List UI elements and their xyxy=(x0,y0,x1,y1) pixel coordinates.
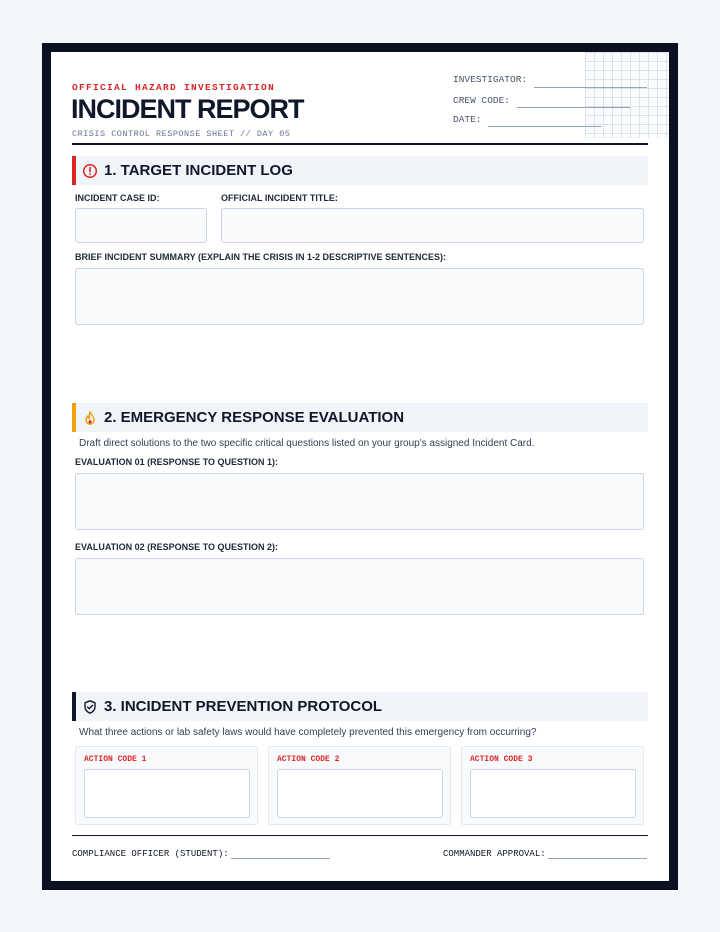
action-code-card xyxy=(75,746,258,825)
summary-input[interactable] xyxy=(75,268,644,325)
alert-circle-icon xyxy=(82,163,98,179)
summary-label: BRIEF INCIDENT SUMMARY (EXPLAIN THE CRISIS IN 1-2 DESCRIPTIVE SENTENCES): xyxy=(75,252,447,262)
compliance-officer-label: COMPLIANCE OFFICER (STUDENT): xyxy=(72,849,229,859)
report-subtitle: CRISIS CONTROL RESPONSE SHEET // DAY 05 xyxy=(72,129,291,139)
shield-check-icon xyxy=(82,699,98,715)
section-2-accent-bar xyxy=(72,403,76,432)
action-code-input[interactable] xyxy=(277,769,443,818)
commander-approval-label: COMMANDER APPROVAL: xyxy=(443,849,546,859)
date-field[interactable] xyxy=(488,126,601,127)
investigator-label: INVESTIGATOR: xyxy=(453,74,528,85)
case-id-label: INCIDENT CASE ID: xyxy=(75,193,160,203)
action-code-label: ACTION CODE 2 xyxy=(277,755,340,764)
incident-title-input[interactable] xyxy=(221,208,644,243)
section-2-title: 2. EMERGENCY RESPONSE EVALUATION xyxy=(104,409,405,426)
action-code-card xyxy=(268,746,451,825)
section-3-title: 3. INCIDENT PREVENTION PROTOCOL xyxy=(104,698,383,715)
crew-code-field[interactable] xyxy=(517,107,630,108)
case-id-input[interactable] xyxy=(75,208,207,243)
section-3-instructions: What three actions or lab safety laws would have completely prevented this emergency from occurring? xyxy=(79,727,537,738)
section-2-instructions: Draft direct solutions to the two specific critical questions listed on your group's assigned Incident Card. xyxy=(79,438,535,449)
section-1-header xyxy=(72,156,648,185)
investigator-field[interactable] xyxy=(534,87,647,88)
section-1-accent-bar xyxy=(72,156,76,185)
incident-title-label: OFFICIAL INCIDENT TITLE: xyxy=(221,193,338,203)
report-kicker: OFFICIAL HAZARD INVESTIGATION xyxy=(72,82,276,93)
evaluation-2-label: EVALUATION 02 (RESPONSE TO QUESTION 2): xyxy=(75,542,279,552)
commander-approval-signature-field[interactable] xyxy=(548,858,647,859)
action-code-label: ACTION CODE 3 xyxy=(470,755,533,764)
report-sheet-frame xyxy=(42,43,678,890)
action-code-input[interactable] xyxy=(470,769,636,818)
flame-icon xyxy=(82,410,98,426)
date-label: DATE: xyxy=(453,114,482,125)
evaluation-1-label: EVALUATION 01 (RESPONSE TO QUESTION 1): xyxy=(75,457,279,467)
section-3-header xyxy=(72,692,648,721)
action-code-label: ACTION CODE 1 xyxy=(84,755,147,764)
crew-code-label: CREW CODE: xyxy=(453,95,511,106)
section-3-accent-bar xyxy=(72,692,76,721)
header-divider xyxy=(72,143,648,145)
report-title: INCIDENT REPORT xyxy=(71,94,304,124)
action-code-input[interactable] xyxy=(84,769,250,818)
action-code-card xyxy=(461,746,644,825)
footer-divider xyxy=(72,835,648,836)
section-1-title: 1. TARGET INCIDENT LOG xyxy=(104,162,293,179)
compliance-officer-signature-field[interactable] xyxy=(231,858,330,859)
section-2-header xyxy=(72,403,648,432)
evaluation-2-input[interactable] xyxy=(75,558,644,615)
evaluation-1-input[interactable] xyxy=(75,473,644,530)
report-paper xyxy=(51,52,669,881)
